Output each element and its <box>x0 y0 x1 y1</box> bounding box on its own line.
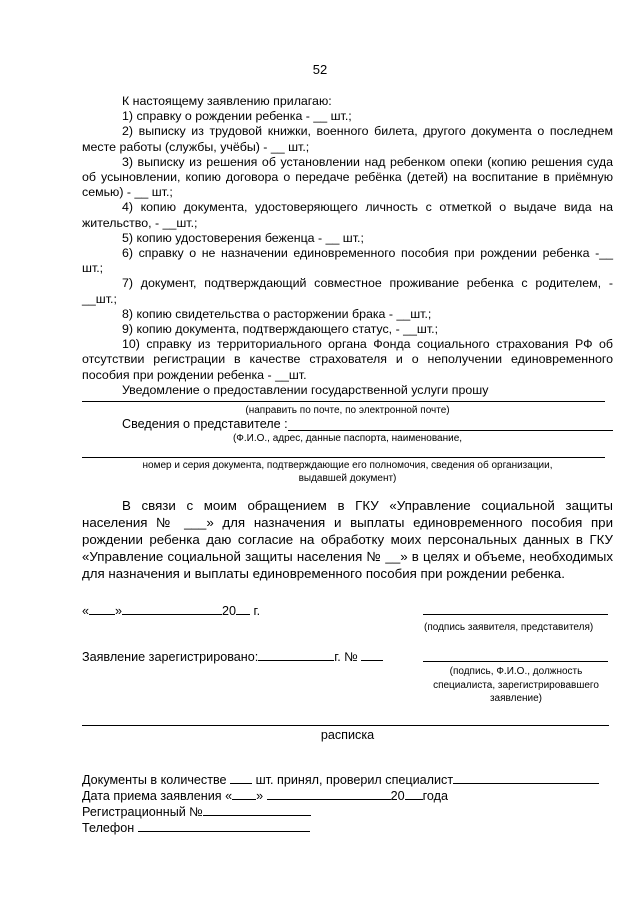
attachment-item: 6) справку о не назначении единовременного пособия при рождении ребенка -__ шт.; <box>82 246 613 276</box>
attachment-item: 10) справку из территориального органа Фонда социального страхования РФ об отсутствии регистрации в качестве страхователя и о неполучении единовременного пособия при рождении ребенка - __шт. <box>82 337 613 382</box>
consent-paragraph <box>82 497 613 582</box>
date-month-field[interactable] <box>122 603 222 615</box>
receipt-year-suffix: года <box>422 789 449 803</box>
registration-number-field[interactable] <box>361 649 383 661</box>
receipt-docs-line <box>82 772 599 788</box>
receipt-day-field[interactable] <box>232 788 256 800</box>
specialist-signature-line[interactable] <box>423 661 608 662</box>
receipt-divider <box>82 725 609 726</box>
date-day-field[interactable] <box>89 603 115 615</box>
attachment-item: 9) копию документа, подтверждающего статус, - __шт.; <box>122 322 439 337</box>
date-close-quote: » <box>115 604 123 618</box>
date-line <box>82 603 260 618</box>
receipt-reg-number-label: Регистрационный № <box>82 805 203 819</box>
attachment-item: 3) выписку из решения об установлении над ребенком опеки (копию решения суда об усыновлении, копию договора о передаче ребёнка (детей) на воспитание в приёмную семью) - __ шт.; <box>82 154 613 200</box>
page-number: 52 <box>312 62 328 77</box>
specialist-hint-3: заявление) <box>489 693 543 704</box>
receipt-docs-accepted-label: шт. принял, проверил специалист <box>255 773 454 787</box>
registration-label: Заявление зарегистрировано: <box>82 650 259 664</box>
notification-input-line[interactable] <box>82 401 605 402</box>
representative-hint-1: (Ф.И.О., адрес, данные паспорта, наименование, <box>232 433 463 444</box>
receipt-year-prefix: 20 <box>390 789 405 803</box>
date-year-prefix: 20 <box>222 604 237 618</box>
applicant-signature-hint: (подпись заявителя, представителя) <box>424 622 594 633</box>
attachment-item: 8) копию свидетельства о расторжении брака - __шт.; <box>122 306 432 321</box>
receipt-docs-count-label: Документы в количестве <box>82 773 227 787</box>
date-year-field[interactable] <box>236 603 250 615</box>
notification-label: Уведомление о предоставлении государственной услуги прошу <box>122 382 489 397</box>
representative-input-line-2[interactable] <box>82 457 605 458</box>
attachments-intro: К настоящему заявлению прилагаю: <box>122 94 332 108</box>
attachments-list <box>82 94 613 398</box>
date-year-suffix: г. <box>253 604 261 618</box>
receipt-phone-line <box>82 820 310 836</box>
receipt-reg-number-field[interactable] <box>203 804 311 816</box>
specialist-hint-2: специалиста, зарегистрировавшего <box>433 679 599 691</box>
receipt-month-field[interactable] <box>267 788 391 800</box>
receipt-year-field[interactable] <box>405 788 423 800</box>
representative-label: Сведения о представителе : <box>122 417 288 431</box>
attachment-item: 2) выписку из трудовой книжки, военного билета, другого документа о последнем месте работы (службы, учёбы) - __ шт.; <box>82 124 613 154</box>
receipt-reg-line <box>82 804 311 820</box>
representative-hint-2: номер и серия документа, подтверждающие его полномочия, сведения об организации, <box>142 460 553 471</box>
date-open-quote: « <box>82 604 90 618</box>
registration-city-label: г. № <box>334 650 358 664</box>
representative-hint-3: выдавшей документ) <box>298 473 397 484</box>
attachment-item: 5) копию удостоверения беженца - __ шт.; <box>122 230 364 245</box>
receipt-phone-field[interactable] <box>138 820 310 832</box>
attachment-item: 4) копию документа, удостоверяющего личность с отметкой о выдаче вида на жительство, - __шт.; <box>82 200 613 230</box>
specialist-hint <box>418 665 614 706</box>
notification-hint: (направить по почте, по электронной почте) <box>245 405 450 416</box>
consent-text: В связи с моим обращением в ГКУ «Управление социальной защиты населения № ___» для назначения и выплаты единовременного пособия при рождении ребенка даю согласие на обработку моих персональных данных в ГКУ «Управление социальной защиты населения № __» в целях и объеме, необходимых для назначения и выплаты единовременного пособия при рождении ребенка. <box>82 498 613 581</box>
receipt-date-close: » <box>256 789 264 803</box>
receipt-title: расписка <box>320 728 375 742</box>
representative-input-line[interactable] <box>288 430 613 431</box>
attachment-item: 7) документ, подтверждающий совместное проживание ребенка с родителем, - __шт.; <box>82 276 613 306</box>
receipt-specialist-field[interactable] <box>453 772 599 784</box>
applicant-signature-line[interactable] <box>423 614 608 615</box>
receipt-phone-label: Телефон <box>82 821 135 835</box>
registration-line <box>82 649 383 664</box>
attachment-item: 1) справку о рождении ребенка - __ шт.; <box>122 109 352 124</box>
specialist-hint-1: (подпись, Ф.И.О., должность <box>449 666 583 677</box>
receipt-date-label: Дата приема заявления « <box>82 789 233 803</box>
registration-date-field[interactable] <box>258 649 334 661</box>
receipt-docs-count-field[interactable] <box>230 772 252 784</box>
receipt-date-line <box>82 788 448 804</box>
